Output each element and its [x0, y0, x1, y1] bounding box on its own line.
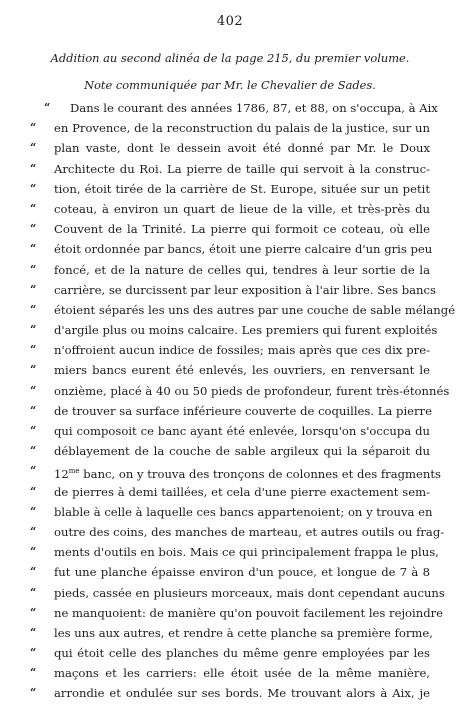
text-line [30, 522, 445, 542]
text-line [30, 421, 430, 441]
quote-mark: “ [30, 201, 37, 215]
line-text: maçons et les carriers: elle étoit usée de la même manière, [54, 666, 430, 681]
text-line [30, 502, 433, 522]
text-line [30, 441, 430, 461]
line-text: Dans le courant des années 1786, 87, et 88, on s'occupa, à Aix [70, 101, 438, 115]
line-text: carrière, se durcissent par leur exposition à l'air libre. Ses bancs [54, 282, 436, 297]
quote-mark: “ [30, 424, 37, 437]
text-line [30, 360, 430, 380]
quote-mark: “ [30, 625, 37, 639]
text-line [30, 381, 450, 401]
text-line [30, 461, 441, 482]
quote-mark: “ [30, 222, 37, 236]
text-line [30, 603, 444, 623]
body-text [30, 98, 456, 704]
text-line [30, 683, 430, 703]
text-line [30, 260, 430, 280]
text-line [30, 663, 430, 683]
line-text: $12^{me}$ banc, on y trouva des tronçons de colonnes et des fragments [54, 467, 441, 482]
line-text: étoit ordonnée par bancs, étoit une pierre calcaire d'un gris peu [54, 242, 433, 257]
line-text: déblayement de la couche de sable argileux qui la séparoit du [54, 444, 430, 459]
quote-mark: “ [30, 343, 37, 357]
text-line [30, 542, 439, 562]
addition-heading: Addition au second alinéa de la page 215, du premier volume. [50, 51, 410, 65]
line-text: onzième, placé à 40 ou 50 pieds de profondeur, furent très-étonnés [54, 383, 450, 398]
quote-mark: “ [30, 545, 37, 559]
quote-mark: “ [30, 444, 37, 458]
text-line [30, 643, 430, 663]
line-text: ments d'outils en bois. Mais ce qui principalement frappa le plus, [54, 545, 439, 560]
line-text: plan vaste, dont le dessein avoit été donné par Mr. le Doux [54, 141, 430, 156]
line-text: miers bancs eurent été enlevés, les ouvriers, en renversant le [54, 363, 430, 378]
text-line [30, 300, 456, 320]
text-line [30, 159, 430, 179]
quote-mark: “ [30, 363, 37, 377]
text-line [30, 583, 445, 603]
line-text: qui étoit celle des planches du même genre employées par les [54, 646, 430, 661]
quote-mark: “ [30, 646, 37, 660]
text-line [30, 118, 430, 138]
line-text: outre des coins, des manches de marteau, et autres outils ou frag- [54, 524, 445, 539]
quote-mark: “ [30, 141, 37, 155]
note-heading: Note communiquée par Mr. le Chevalier de Sades. [84, 78, 376, 92]
text-line [30, 623, 433, 643]
quote-mark: “ [30, 121, 37, 135]
quote-mark: “ [30, 242, 37, 256]
quote-mark: “ [30, 524, 37, 538]
quote-mark: “ [30, 565, 37, 579]
quote-mark: “ [30, 161, 37, 175]
line-text: les uns aux autres, et rendre à cette planche sa première forme, [54, 625, 433, 640]
quote-mark: “ [30, 484, 37, 498]
quote-mark: “ [30, 464, 37, 478]
quote-mark: “ [30, 605, 37, 619]
line-text: Couvent de la Trinité. La pierre qui formoit ce coteau, où elle [54, 222, 430, 237]
text-line [30, 401, 430, 421]
line-text: arrondie et ondulée sur ses bords. Me trouvant alors à Aix, je [54, 686, 430, 701]
text-line [30, 280, 436, 300]
line-text: n'offroient aucun indice de fossiles; mais après que ces dix pre- [54, 343, 430, 358]
line-text: qui composoit ce banc ayant été enlevée, lorsqu'on s'occupa du [54, 424, 430, 438]
line-text: Architecte du Roi. La pierre de taille qui servoit à la construc- [54, 161, 430, 176]
text-line [30, 98, 438, 118]
text-line [30, 179, 430, 199]
line-text: foncé, et de la nature de celles qui, tendres à leur sortie de la [54, 262, 430, 277]
line-text: fut une planche épaisse environ d'un pouce, et longue de 7 à 8 [54, 565, 430, 580]
page-number: 402 [216, 14, 244, 29]
text-line [30, 340, 430, 360]
quote-mark: “ [30, 666, 37, 680]
line-text: pieds, cassée en plusieurs morceaux, mais dont cependant aucuns [54, 585, 445, 600]
quote-mark: “ [30, 302, 37, 316]
text-line [30, 320, 438, 340]
text-line [30, 482, 430, 502]
line-text: en Provence, de la reconstruction du palais de la justice, sur un [54, 121, 430, 136]
text-line [30, 219, 430, 239]
line-text: coteau, à environ un quart de lieue de la ville, et très-près du [54, 201, 430, 216]
quote-mark: “ [30, 181, 37, 195]
quote-mark: “ [30, 383, 37, 397]
line-text: de trouver sa surface inférieure couverte de coquilles. La pierre [54, 403, 432, 418]
quote-mark: “ [44, 101, 51, 114]
line-text: étoient séparés les uns des autres par une couche de sable mélangé [54, 302, 456, 317]
quote-mark: “ [30, 403, 37, 417]
quote-mark: “ [30, 262, 37, 276]
text-line [30, 562, 430, 582]
quote-mark: “ [30, 282, 37, 296]
quote-mark: “ [30, 686, 37, 700]
text-line [30, 239, 433, 259]
line-text: blable à celle à laquelle ces bancs appartenoient; on y trouva en [54, 504, 433, 519]
text-line [30, 199, 430, 219]
line-text: tion, étoit tirée de la carrière de St. Europe, située sur un petit [54, 181, 430, 196]
line-text: ne manquoient: de manière qu'on pouvoit facilement les rejoindre [54, 605, 444, 620]
line-text: d'argile plus ou moins calcaire. Les premiers qui furent exploités [54, 323, 438, 338]
text-line [30, 138, 430, 158]
quote-mark: “ [30, 585, 37, 599]
quote-mark: “ [30, 504, 37, 518]
line-text: de pierres à demi taillées, et cela d'une pierre exactement sem- [54, 484, 430, 499]
quote-mark: “ [30, 323, 37, 337]
